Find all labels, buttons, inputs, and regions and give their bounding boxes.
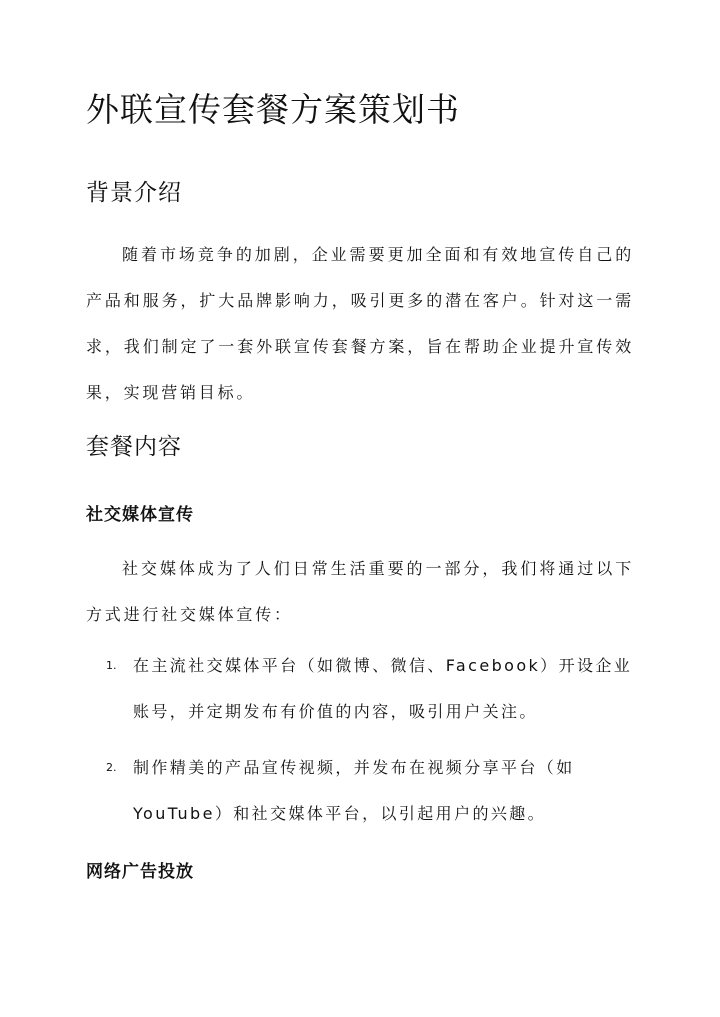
list-item-text: 在主流社交媒体平台（如微博、微信、Facebook）开设企业账号，并定期发布有价值的内容，吸引用户关注。 — [133, 656, 633, 721]
list-item-text: 制作精美的产品宣传视频，并发布在视频分享平台（如YouTube）和社交媒体平台，以引起用户的兴趣。 — [133, 758, 575, 823]
list-item — [86, 745, 634, 837]
section-heading-background: 背景介绍 — [86, 180, 182, 206]
section-heading-package-content: 套餐内容 — [86, 434, 182, 460]
social-media-paragraph: 社交媒体成为了人们日常生活重要的一部分，我们将通过以下方式进行社交媒体宣传： — [86, 559, 634, 624]
subsection-heading-web-ads: 网络广告投放 — [86, 862, 194, 882]
background-paragraph: 随着市场竞争的加剧，企业需要更加全面和有效地宣传自己的产品和服务，扩大品牌影响力，吸引更多的潜在客户。针对这一需求，我们制定了一套外联宣传套餐方案，旨在帮助企业提升宣传效果，实现营销目标。 — [86, 245, 634, 402]
subsection-heading-social-media: 社交媒体宣传 — [86, 505, 194, 525]
list-item-number: 2. — [106, 761, 117, 774]
list-item — [86, 643, 634, 735]
list-item-number: 1. — [106, 659, 117, 672]
document-title: 外联宣传套餐方案策划书 — [86, 90, 460, 129]
